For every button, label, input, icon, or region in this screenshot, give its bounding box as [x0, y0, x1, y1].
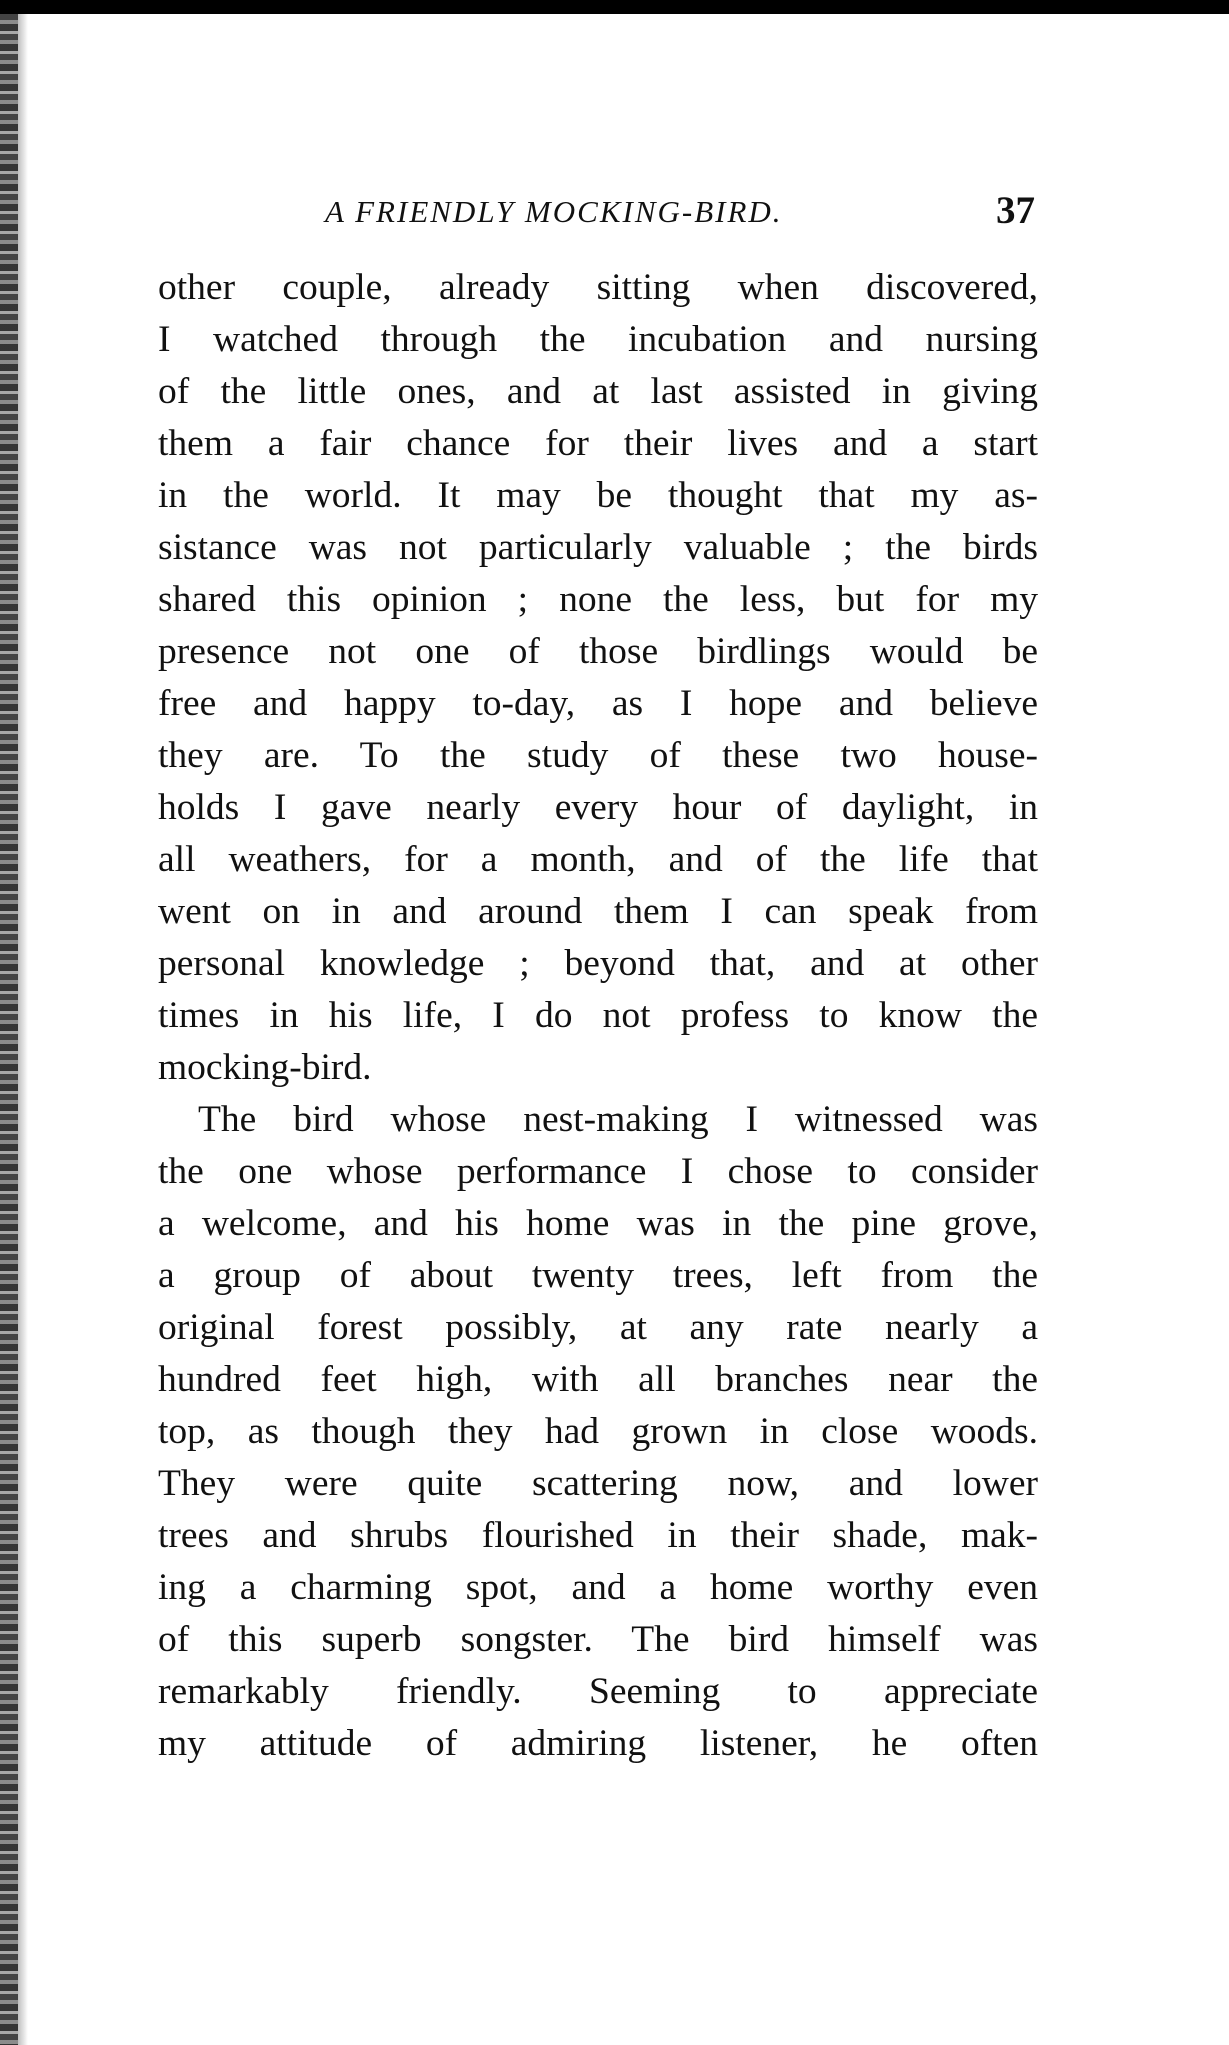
text-line: personal knowledge ; beyond that, and at other [158, 943, 1038, 984]
paragraph-end-line: mocking-bird. [158, 1047, 372, 1088]
text-line: other couple, already sitting when discovered, [158, 267, 1038, 308]
text-line: they are. To the study of these two house- [158, 735, 1038, 776]
scan-top-border [0, 0, 1229, 14]
text-line: remarkably friendly. Seeming to appreciate [158, 1671, 1038, 1712]
text-line: I watched through the incubation and nursing [158, 319, 1038, 360]
paragraph-start-line: The bird whose nest-making I witnessed was [198, 1099, 1038, 1140]
page-number: 37 [996, 189, 1035, 232]
body-text [158, 262, 1038, 1770]
scan-left-edge-shadow [18, 14, 28, 2045]
text-line: my attitude of admiring listener, he often [158, 1723, 1038, 1764]
text-line: original forest possibly, at any rate nearly a [158, 1307, 1038, 1348]
text-line: presence not one of those birdlings would be [158, 631, 1038, 672]
text-line: in the world. It may be thought that my as- [158, 475, 1038, 516]
text-line: all weathers, for a month, and of the life that [158, 839, 1038, 880]
text-line: free and happy to-day, as I hope and believe [158, 683, 1038, 724]
text-line: a group of about twenty trees, left from the [158, 1255, 1038, 1296]
text-line: shared this opinion ; none the less, but for my [158, 579, 1038, 620]
text-line: times in his life, I do not profess to know the [158, 995, 1038, 1036]
text-line: a welcome, and his home was in the pine grove, [158, 1203, 1038, 1244]
text-line: hundred feet high, with all branches near the [158, 1359, 1038, 1400]
text-line: them a fair chance for their lives and a start [158, 423, 1038, 464]
scan-left-edge [0, 14, 18, 2045]
running-header [325, 188, 1035, 243]
text-line: ing a charming spot, and a home worthy even [158, 1567, 1038, 1608]
text-line: top, as though they had grown in close woods. [158, 1411, 1038, 1452]
text-line: of the little ones, and at last assisted in giving [158, 371, 1038, 412]
text-line: the one whose performance I chose to consider [158, 1151, 1038, 1192]
text-line: holds I gave nearly every hour of daylight, in [158, 787, 1038, 828]
text-line: trees and shrubs flourished in their shade, mak- [158, 1515, 1038, 1556]
text-line: went on in and around them I can speak from [158, 891, 1038, 932]
text-line: They were quite scattering now, and lower [158, 1463, 1038, 1504]
running-title: A FRIENDLY MOCKING-BIRD. [325, 194, 783, 229]
text-line: sistance was not particularly valuable ; the birds [158, 527, 1038, 568]
text-line: of this superb songster. The bird himself was [158, 1619, 1038, 1660]
